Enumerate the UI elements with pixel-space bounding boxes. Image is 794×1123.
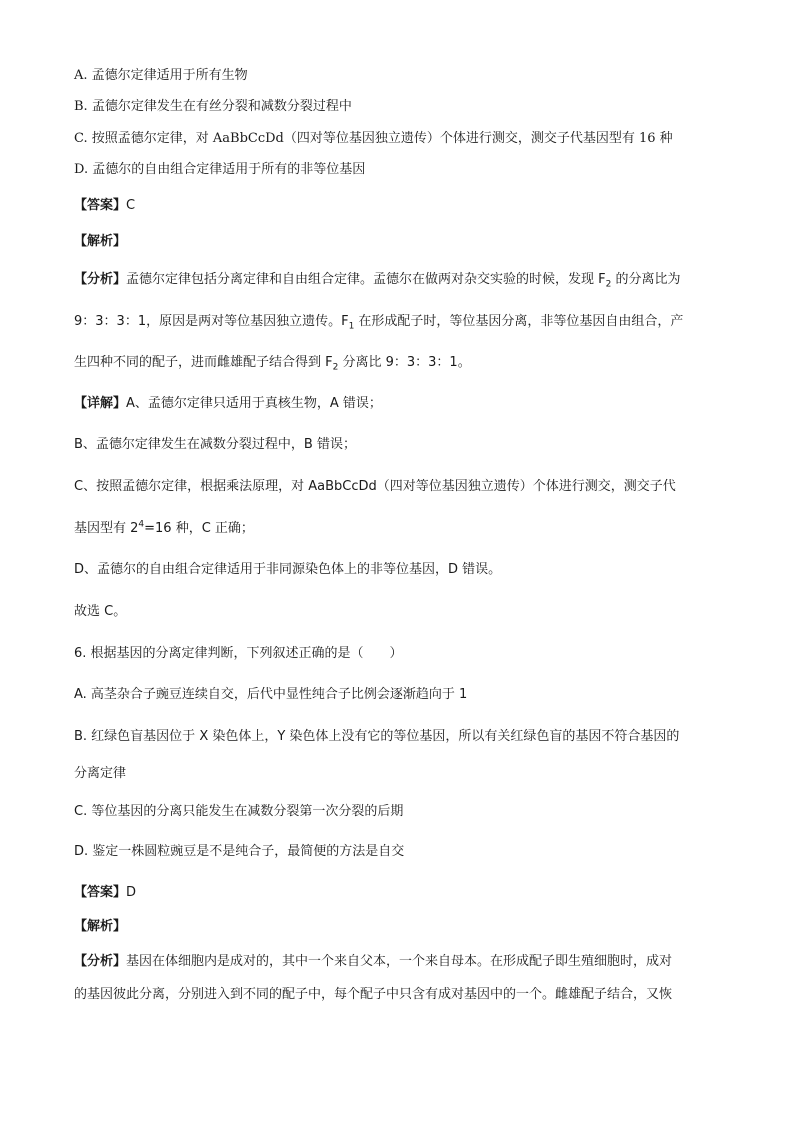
q5-option-c: C. 按照孟德尔定律，对 AaBbCcDd（四对等位基因独立遗传）个体进行测交，测交子代基因型有 16 种 (74, 131, 673, 146)
q5-fenxi-line-1: 【分析】孟德尔定律包括分离定律和自由组合定律。孟德尔在做两对杂交实验的时候，发现 $F_2$ 的分离比为 (74, 272, 681, 290)
q5-xiangjie-line-c2: 基因型有 $2^4=16$ 种，C 正确； (74, 519, 254, 536)
answer-value: C (126, 198, 136, 213)
q5-option-b: B. 孟德尔定律发生在有丝分裂和减数分裂过程中 (74, 99, 352, 114)
q6-stem: 6. 根据基因的分离定律判断，下列叙述正确的是（ ） (74, 646, 403, 661)
q5-fenxi-line-3: 生四种不同的配子，进而雌雄配子结合得到 $F_2$ 分离比 9：3：3：1。 (74, 355, 471, 373)
q5-analysis-heading: 【解析】 (74, 234, 127, 249)
q6-option-b-line-2: 分离定律 (74, 766, 127, 781)
answer-label: 【答案】 (74, 198, 127, 213)
xiangjie-label: 【详解】 (74, 396, 127, 411)
q5-xiangjie-line-b: B、孟德尔定律发生在减数分裂过程中，B 错误； (74, 437, 356, 452)
fenxi-label: 【分析】 (74, 272, 127, 287)
answer-value: D (126, 885, 137, 900)
q5-answer (74, 197, 734, 215)
q5-xiangjie-line-a: 【详解】A、孟德尔定律只适用于真核生物，A 错误； (74, 396, 382, 411)
fenxi-label: 【分析】 (74, 954, 127, 969)
q6-option-c: C. 等位基因的分离只能发生在减数分裂第一次分裂的后期 (74, 804, 404, 819)
q6-option-b-line-1: B. 红绿色盲基因位于 X 染色体上，Y 染色体上没有它的等位基因，所以有关红绿色盲的基因不符合基因的 (74, 729, 680, 744)
q5-option-a: A. 孟德尔定律适用于所有生物 (74, 68, 248, 83)
q6-option-d: D. 鉴定一株圆粒豌豆是不是纯合子，最简便的方法是自交 (74, 844, 405, 859)
q5-fenxi-line-2: 9：3：3：1，原因是两对等位基因独立遗传。$F_1$ 在形成配子时，等位基因分离，非等位基因自由组合，产 (74, 314, 684, 332)
q5-xiangjie-line-d: D、孟德尔的自由组合定律适用于非同源染色体上的非等位基因，D 错误。 (74, 562, 502, 577)
q6-fenxi-line-1: 【分析】基因在体细胞内是成对的，其中一个来自父本，一个来自母本。在形成配子即生殖细胞时，成对 (74, 954, 673, 969)
q5-option-d: D. 孟德尔的自由组合定律适用于所有的非等位基因 (74, 162, 366, 177)
q5-xiangjie-line-c1: C、按照孟德尔定律，根据乘法原理，对 AaBbCcDd（四对等位基因独立遗传）个体进行测交，测交子代 (74, 479, 676, 494)
q6-fenxi-line-2: 的基因彼此分离，分别进入到不同的配子中，每个配子中只含有成对基因中的一个。雌雄配子结合，又恢 (74, 987, 673, 1002)
q6-answer (74, 884, 734, 902)
q6-analysis-heading: 【解析】 (74, 919, 127, 934)
q5-conclusion: 故选 C。 (74, 604, 127, 619)
q6-option-a: A. 高茎杂合子豌豆连续自交，后代中显性纯合子比例会逐渐趋向于 1 (74, 687, 468, 702)
answer-label: 【答案】 (74, 885, 127, 900)
